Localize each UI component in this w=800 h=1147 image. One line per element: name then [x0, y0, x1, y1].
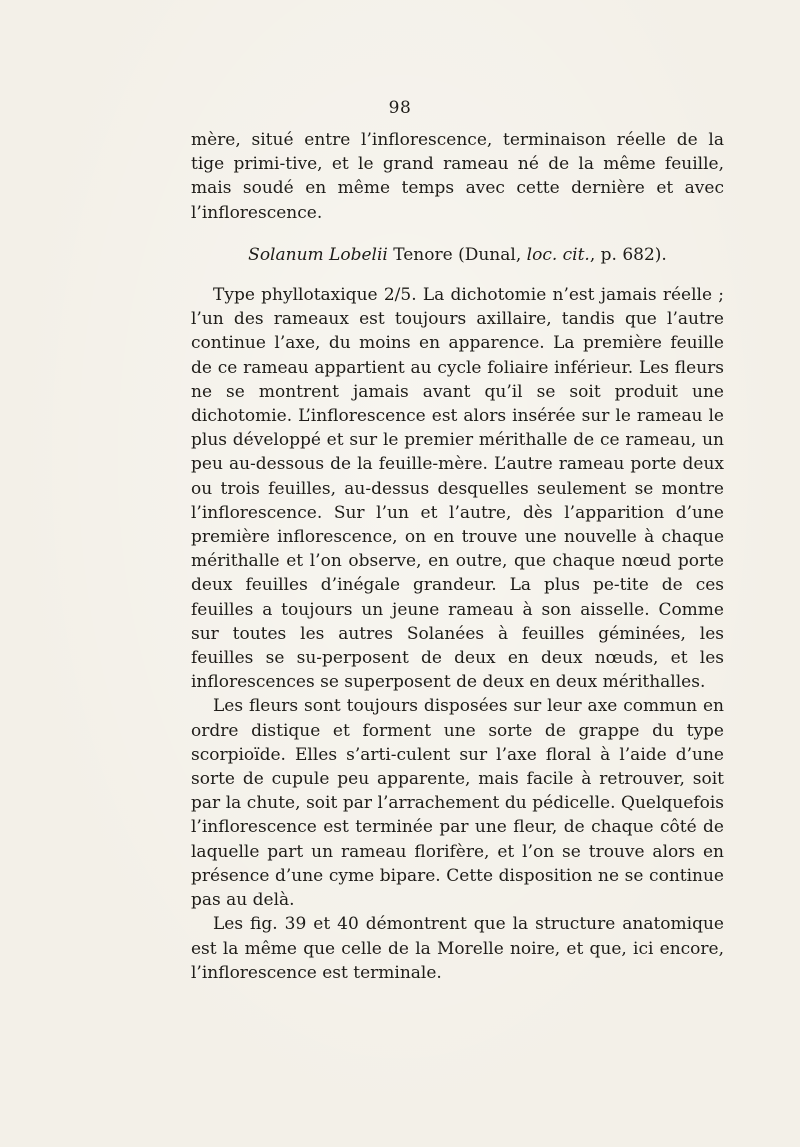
heading-author: Tenore (Dunal,: [387, 244, 527, 265]
paragraph-flowers: Les fleurs sont toujours disposées sur leur axe commun en ordre distique et forment une sorte de grappe du type scorpioïde. Elles s’arti-culent sur l’axe floral à l’aide d’une sorte de cupule peu apparente, mais facile à retrouver, soit par la chute, soit par l’arrachement du pédicelle. Quelquefois l’inflorescence est terminée par une fleur, de chaque côté de laquelle part un rameau florifère, et l’on se trouve alors en présence d’une cyme bipare. Cette disposition ne se continue pas au delà.: [191, 696, 724, 911]
paragraph-figures: Les fig. 39 et 40 démontrent que la structure anatomique est la même que celle de la Morelle noire, et que, ici encore, l’inflorescence est terminale.: [191, 914, 724, 983]
species-heading: [191, 243, 724, 267]
page-number: 98: [388, 98, 412, 118]
heading-page-ref: , p. 682).: [589, 244, 667, 265]
body-text: [191, 128, 724, 985]
heading-citation: loc. cit.: [526, 244, 590, 265]
species-name: Solanum Lobelii: [248, 244, 388, 265]
paragraph-phyllotaxy: Type phyllotaxique 2/5. La dichotomie n’est jamais réelle ; l’un des rameaux est toujours axillaire, tandis que l’autre continue l’axe, du moins en apparence. La première feuille de ce rameau appartient au cycle foliaire inférieur. Les fleurs ne se montrent jamais avant qu’il se soit produit une dichotomie. L’inflorescence est alors insérée sur le rameau le plus développé et sur le premier mérithalle de ce rameau, un peu au-dessous de la feuille-mère. L’autre rameau porte deux ou trois feuilles, au-dessus desquelles seulement se montre l’inflorescence. Sur l’un et l’autre, dès l’apparition d’une première inflorescence, on en trouve une nouvelle à chaque mérithalle et l’on observe, en outre, que chaque nœud porte deux feuilles d’inégale grandeur. La plus pe-tite de ces feuilles a toujours un jeune rameau à son aisselle. Comme sur toutes les autres Solanées à feuilles géminées, les feuilles se su-perposent de deux en deux nœuds, et les inflorescences se superposent de deux en deux mérithalles.: [191, 285, 724, 693]
paragraph-continuation: mère, situé entre l’inflorescence, terminaison réelle de la tige primi-tive, et le grand rameau né de la même feuille, mais soudé en même temps avec cette dernière et avec l’inflorescence.: [191, 130, 724, 223]
